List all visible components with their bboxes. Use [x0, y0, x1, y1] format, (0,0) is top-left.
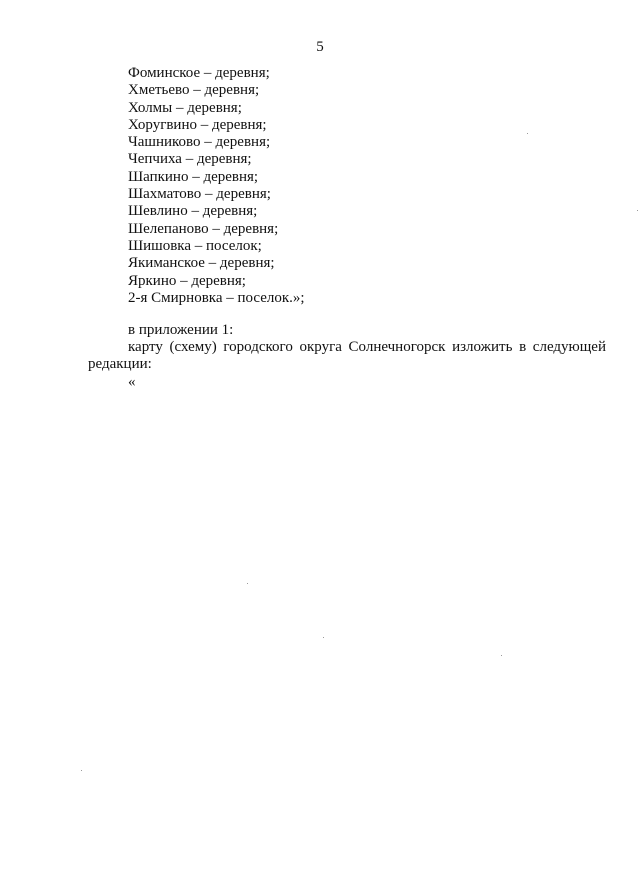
scan-speck — [81, 770, 82, 771]
list-item: 2-я Смирновка – поселок.»; — [128, 289, 305, 306]
scan-speck — [637, 210, 638, 211]
list-item: Шахматово – деревня; — [128, 186, 271, 203]
list-item: Шапкино – деревня; — [128, 168, 259, 185]
appendix-heading: в приложении 1: — [128, 322, 234, 338]
list-item: Хметьево – деревня; — [128, 82, 260, 99]
list-item: Чашниково – деревня; — [128, 134, 271, 151]
list-item: Чепчиха – деревня; — [128, 151, 252, 168]
list-item: Яркино – деревня; — [128, 272, 246, 289]
scan-speck — [323, 637, 324, 638]
settlement-list — [128, 65, 305, 307]
list-item: Шишовка – поселок; — [128, 237, 262, 254]
list-item: Шелепаново – деревня; — [128, 220, 279, 237]
list-item: Якиманское – деревня; — [128, 255, 275, 272]
instruction-text-continued: редакции: — [88, 356, 152, 372]
list-item: Хоругвино – деревня; — [128, 116, 267, 133]
list-item: Холмы – деревня; — [128, 99, 242, 116]
page-number: 5 — [316, 39, 324, 55]
opening-quote: « — [128, 374, 136, 390]
scan-speck — [501, 655, 502, 656]
scan-speck — [527, 133, 528, 134]
list-item: Фоминское – деревня; — [128, 65, 270, 81]
list-item: Шевлино – деревня; — [128, 203, 258, 220]
instruction-text: карту (схему) городского округа Солнечногорск изложить в следующей — [128, 339, 606, 355]
scan-speck — [247, 583, 248, 584]
